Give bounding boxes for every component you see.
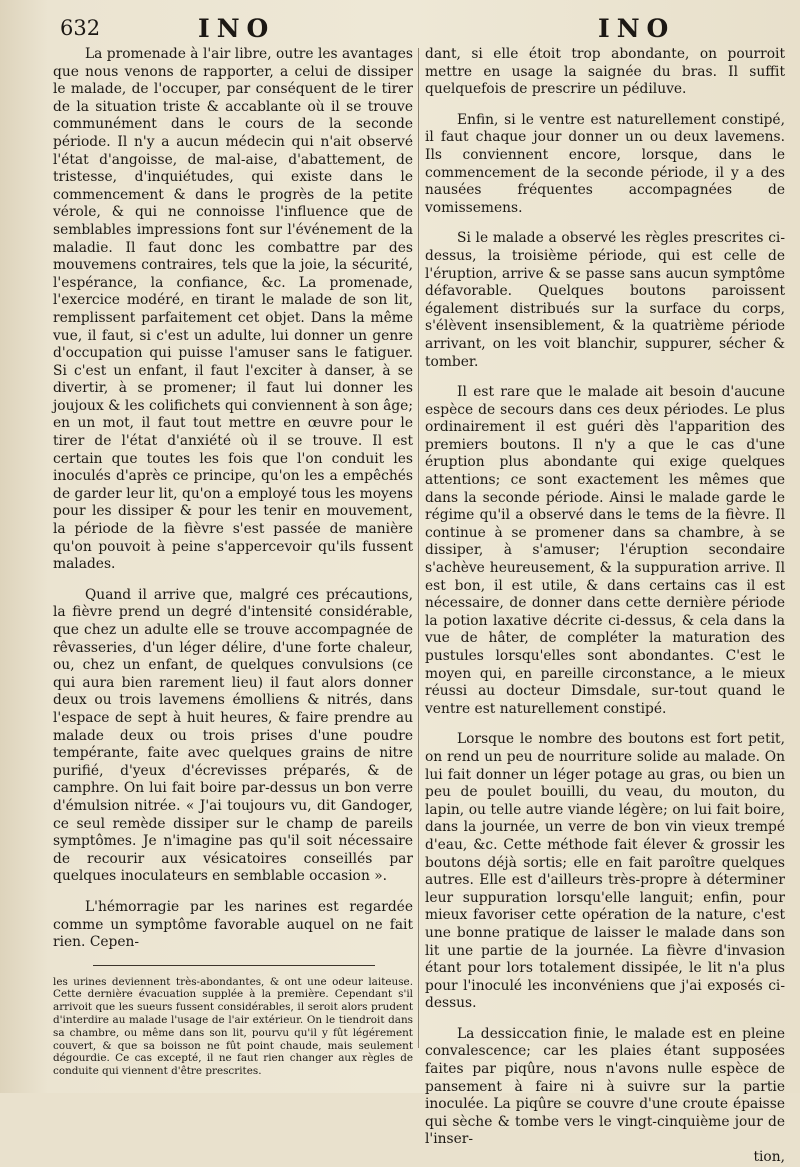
right-column [425, 46, 785, 1167]
paragraph: La promenade à l'air libre, outre les avantages que nous venons de rapporter, a celui de dissiper le malade, de l'occuper, par conséquent de le tirer de la situation triste & accablante où il se trouve communément dans le cours de la seconde période. Il n'y a aucun médecin qui n'ait observé l'état d'angoisse, de mal-aise, d'abattement, de tristesse, d'inquiétudes, qui existe dans le commencement & dans le progrès de la petite vérole, & qui ne connoisse l'influence que de semblables impressions font sur l'événement de la maladie. Il faut donc les combattre par des mouvemens contraires, tels que la joie, la sécurité, l'espérance, la confiance, &c. La promenade, l'exercice modéré, en tirant le malade de son lit, remplissent parfaitement cet objet. Dans la même vue, il faut, si c'est un adulte, lui donner un genre d'occupation qui puisse l'amuser sans le fatiguer. Si c'est un enfant, il faut l'exciter à danser, à se divertir, à se promener; il faut lui donner les joujoux & les colifichets qui conviennent à son âge; en un mot, il faut tout mettre en œuvre pour le tirer de l'état d'anxiété où il se trouve. Il est certain que toutes les fois que l'on conduit les inoculés d'après ce principe, qu'on les a empêchés de garder leur lit, qu'on a employé tous les moyens pour les dissiper & pour les tenir en mouvement, la période de la fièvre s'est passée de manière qu'on pouvoit à peine s'appercevoir qu'ils fussent malades. [53, 46, 413, 573]
left-column [53, 46, 413, 1078]
running-head-right: INO [598, 14, 676, 43]
paragraph: La dessiccation finie, le malade est en pleine convalescence; car les plaies étant supposées faites par piqûre, nous n'avons nulle espèce de pansement à faire ni à suivre sur la partie inoculée. La piqûre se couvre d'une croute épaisse qui sèche & tombe vers le vingt-cinquième jour de l'inser- [425, 1025, 785, 1148]
catchword: tion, [753, 1149, 785, 1166]
running-head-left: INO [198, 14, 276, 43]
page-number: 632 [60, 16, 101, 40]
page-header [60, 14, 786, 46]
paragraph-continuation: dant, si elle étoit trop abondante, on pourroit mettre en usage la saignée du bras. Il suffit quelquefois de prescrire un pédiluve. [425, 46, 785, 98]
column-divider [418, 48, 419, 1048]
paragraph: L'hémorragie par les narines est regardée comme un symptôme favorable auquel on ne fait rien. Cepen- [53, 898, 413, 951]
footnote: les urines deviennent très-abondantes, & ont une odeur laiteuse. Cette dernière évacuation supplée à la première. Cependant s'il arrivoit que les sueurs fussent considérables, il seroit alors prudent d'interdire au malade l'usage de l'air extérieur. On le tiendroit dans sa chambre, ou même dans son lit, pourvu qu'il y fût légérement couvert, & que sa boisson ne fût point chaude, mais seulement dégourdie. Ce cas excepté, il ne faut rien changer aux règles de conduite qui viennent d'être prescrites. [53, 975, 413, 1078]
paragraph: Si le malade a observé les règles prescrites ci-dessus, la troisième période, qui est celle de l'éruption, arrive & se passe sans aucun symptôme défavorable. Quelques boutons paroissent également distribués sur la surface du corps, s'élèvent insensiblement, & la quatrième période arrivant, on les voit blanchir, suppurer, sécher & tomber. [425, 230, 785, 370]
paragraph: Il est rare que le malade ait besoin d'aucune espèce de secours dans ces deux périodes. Le plus ordinairement il est guéri dès l'apparition des premiers boutons. Il n'y a que le cas d'une éruption plus abondante qui exige quelques attentions; ce sont exactement les mêmes que dans la seconde période. Ainsi le malade garde le régime qu'il a observé dans le tems de la fièvre. Il continue à se promener dans sa chambre, à se dissiper, à s'amuser; l'éruption secondaire s'achève heureusement, & la suppuration arrive. Il est bon, il est utile, & dans certains cas il est nécessaire, de donner dans cette dernière période la potion laxative décrite ci-dessus, & cela dans la vue de hâter, de compléter la maturation des pustules lorsqu'elles sont abondantes. C'est le moyen qui, en pareille circonstance, a le mieux réussi au docteur Dimsdale, sur-tout quand le ventre est naturellement constipé. [425, 384, 785, 717]
paragraph: Enfin, si le ventre est naturellement constipé, il faut chaque jour donner un ou deux lavemens. Ils conviennent encore, lorsque, dans le commencement de la seconde période, il y a des nausées fréquentes accompagnées de vomissemens. [425, 111, 785, 216]
footnote-rule [93, 965, 375, 966]
paragraph: Lorsque le nombre des boutons est fort petit, on rend un peu de nourriture solide au malade. On lui fait donner un léger potage au gras, ou bien un peu de poulet bouilli, du veau, du mouton, du lapin, ou telle autre viande légère; on lui fait boire, dans la journée, un verre de bon vin vieux trempé d'eau, &c. Cette méthode fait élever & grossir les boutons déjà sortis; elle en fait paroître quelques autres. Elle est d'ailleurs très-propre à déterminer leur suppuration lorsqu'elle languit; enfin, pour mieux favoriser cette opération de la nature, c'est une bonne pratique de laisser le malade dans son lit une partie de la journée. La fièvre d'invasion étant pour lors totalement dissipée, le lit n'a plus pour l'inoculé les inconvéniens que j'ai exposés ci-dessus. [425, 731, 785, 1012]
paragraph: Quand il arrive que, malgré ces précautions, la fièvre prend un degré d'intensité considérable, que chez un adulte elle se trouve accompagnée de rêvasseries, d'un léger délire, d'une forte chaleur, ou, chez un enfant, de quelques convulsions (ce qui aura bien rarement lieu) il faut alors donner deux ou trois lavemens émolliens & nitrés, dans l'espace de sept à huit heures, & faire prendre au malade deux ou trois prises d'une poudre tempérante, faite avec quelques grains de nitre purifié, d'yeux d'écrevisses préparés, & de camphre. On lui fait boire par-dessus un bon verre d'émulsion nitrée. « J'ai toujours vu, dit Gandoger, ce seul remède dissiper sur le champ de pareils symptômes. Je n'imagine pas qu'il soit nécessaire de recourir aux vésicatoires conseillés par quelques inoculateurs en semblable occasion ». [53, 586, 413, 885]
